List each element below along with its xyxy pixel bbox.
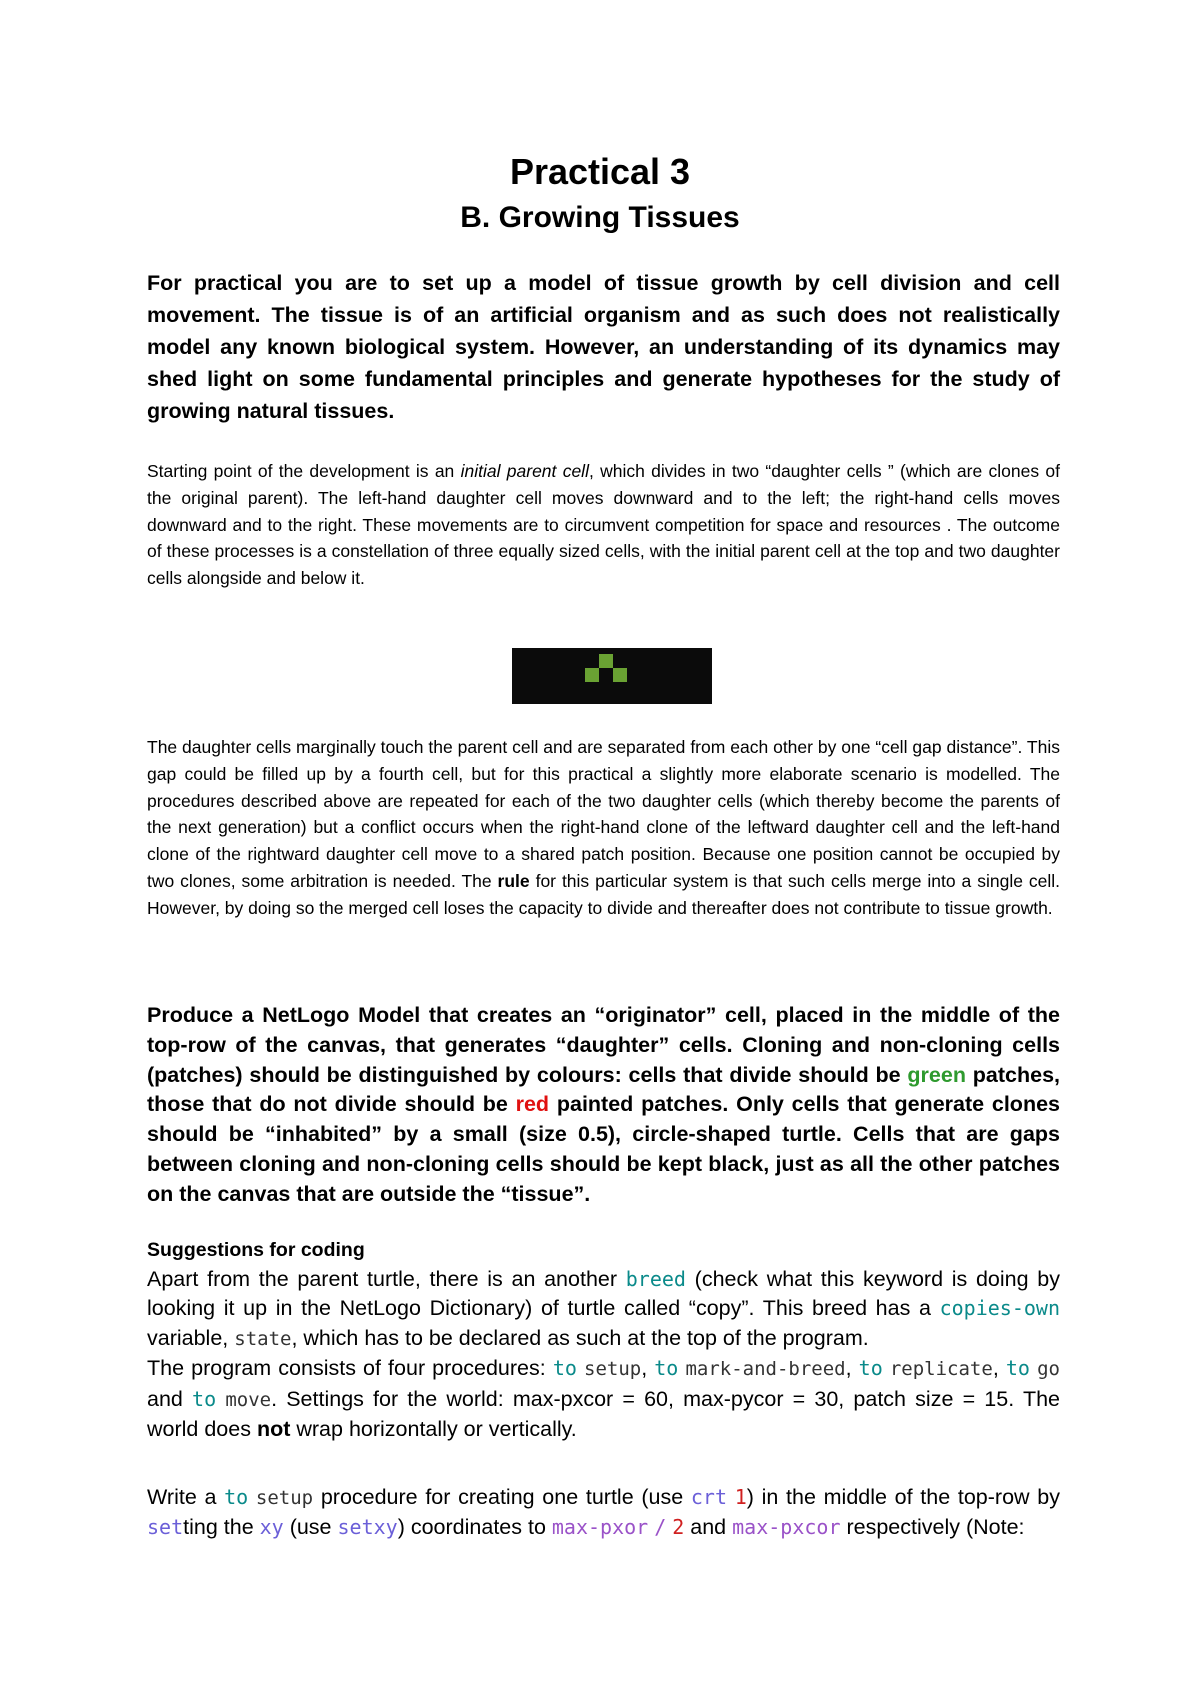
code-setup: setup — [255, 1487, 314, 1509]
keyword-to: to — [192, 1386, 217, 1411]
tissue-figure — [512, 648, 712, 704]
suggestions-heading: Suggestions for coding — [147, 1239, 365, 1261]
text-run: patches, those that do not divide should be — [147, 1062, 1061, 1117]
text-run: wrap horizontally or vertically. — [290, 1417, 577, 1442]
code-go: go — [1037, 1358, 1060, 1381]
red-word: red — [515, 1092, 550, 1117]
code-setup: setup — [584, 1358, 642, 1381]
text-run: respectively (Note: — [840, 1515, 1025, 1540]
code-mark-and-breed: mark-and-breed — [685, 1358, 846, 1381]
text-run: , which divides in two “daughter cells ” (which are clones of the original parent). The left-hand daughter cell moves downward and to the left; the right-hand cells moves downward and to the right. These movements are to circumvent competition for space and resources . The outcome of these processes is a constellation of three equally sized cells, with the initial parent cell at the top and two daughter cells alongside and below it. — [147, 461, 1060, 589]
keyword-breed: breed — [625, 1267, 686, 1291]
keyword-to: to — [552, 1356, 577, 1381]
text-run: (check what this keyword is doing by looking it up in the NetLogo Dictionary) of turtle called “copy”. This breed has a — [147, 1267, 1060, 1321]
bold-rule: rule — [497, 870, 530, 891]
netlogo-task-paragraph — [147, 1001, 1060, 1210]
text-run: The daughter cells marginally touch the parent cell and are separated from each other by one “cell gap distance”. This gap could be filled up by a fourth cell, but for this practical a slightly more elaborate scenario is modelled. The procedures described above are repeated for each of the two daughter cells (which thereby become the parents of the next generation) but a conflict occurs when the right-hand clone of the leftward daughter cell and the left-hand clone of the rightward daughter cell move to a shared patch position. Because one position cannot be occupied by two clones, some arbitration is needed. The — [147, 737, 1060, 891]
code-number-1: 1 — [734, 1485, 747, 1509]
text-run: Apart from the parent turtle, there is an another — [147, 1267, 626, 1291]
bold-not: not — [256, 1417, 291, 1442]
text-run: , which has to be declared as such at the top of the program. — [291, 1325, 869, 1350]
code-number-2: 2 — [672, 1515, 685, 1540]
keyword-to: to — [1005, 1356, 1030, 1381]
code-replicate: replicate — [889, 1358, 993, 1381]
code-max-pxor: max-pxor — [551, 1515, 649, 1540]
page-title: Practical 3 — [509, 151, 691, 192]
daughter-cells-paragraph — [147, 734, 1060, 922]
keyword-to: to — [224, 1485, 249, 1509]
right-daughter-cell — [613, 668, 627, 682]
parent-cell — [599, 654, 613, 668]
code-set: set — [147, 1515, 184, 1540]
text-run: , — [641, 1356, 655, 1381]
keyword-copies-own: copies-own — [939, 1296, 1060, 1321]
setup-procedure-paragraph — [147, 1483, 1060, 1543]
text-run: , — [845, 1356, 859, 1381]
text-run: ting the — [183, 1515, 260, 1540]
left-daughter-cell — [585, 668, 599, 682]
text-run: . Settings for the world: max-pxcor = 60, max-pycor = 30, patch size = 15. The world does — [147, 1386, 1060, 1442]
keyword-to: to — [654, 1356, 679, 1381]
development-paragraph — [147, 458, 1060, 592]
text-run: Write a — [147, 1485, 225, 1509]
code-move: move — [225, 1388, 272, 1411]
text-run: and — [147, 1386, 193, 1411]
code-slash: / — [654, 1515, 667, 1540]
code-xy: xy — [259, 1515, 284, 1540]
text-run: The program consists of four procedures: — [147, 1356, 553, 1381]
code-setxy: setxy — [337, 1515, 398, 1540]
text-run: variable, — [147, 1325, 235, 1350]
text-run: ) in the middle of the top-row by — [746, 1485, 1060, 1509]
page-subtitle: B. Growing Tissues — [460, 201, 740, 234]
text-run: and — [684, 1515, 733, 1540]
green-word: green — [907, 1062, 966, 1087]
code-crt: crt — [690, 1485, 728, 1509]
text-run: ) coordinates to — [397, 1515, 552, 1540]
text-run: Starting point of the development is an — [147, 461, 461, 481]
text-run: (use — [283, 1515, 338, 1540]
text-run: for this particular system is that such cells merge into a single cell. However, by doing so the merged cell loses the capacity to divide and thereafter does not contribute to tissue growth. — [147, 870, 1060, 918]
text-run: procedure for creating one turtle (use — [313, 1485, 691, 1509]
intro-paragraph: For practical you are to set up a model of tissue growth by cell division and cell movement. The tissue is of an artificial organism and as such does not realistically model any known biological system. However, an understanding of its dynamics may shed light on some fundamental principles and generate hypotheses for the study of growing natural tissues. — [147, 271, 1060, 423]
text-run: Produce a NetLogo Model that creates an “originator” cell, placed in the middle of the top-row of the canvas, that generates “daughter” cells. Cloning and non-cloning cells (patches) should be distinguished by colours: cells that divide should be — [147, 1003, 1060, 1087]
keyword-to: to — [858, 1356, 883, 1381]
code-max-pxcor: max-pxcor — [732, 1515, 841, 1540]
emphasis-initial-parent-cell: initial parent cell — [460, 461, 589, 481]
coding-suggestions-paragraph — [147, 1265, 1060, 1444]
text-run: painted patches. Only cells that generate clones should be “inhabited” by a small (size 0.5), circle-shaped turtle. Cells that are gaps between cloning and non-cloning cells should be kept black, just as all the other patches on the canvas that are outside the “tissue”. — [147, 1092, 1060, 1206]
text-run: , — [992, 1356, 1006, 1381]
code-state: state — [234, 1327, 292, 1350]
